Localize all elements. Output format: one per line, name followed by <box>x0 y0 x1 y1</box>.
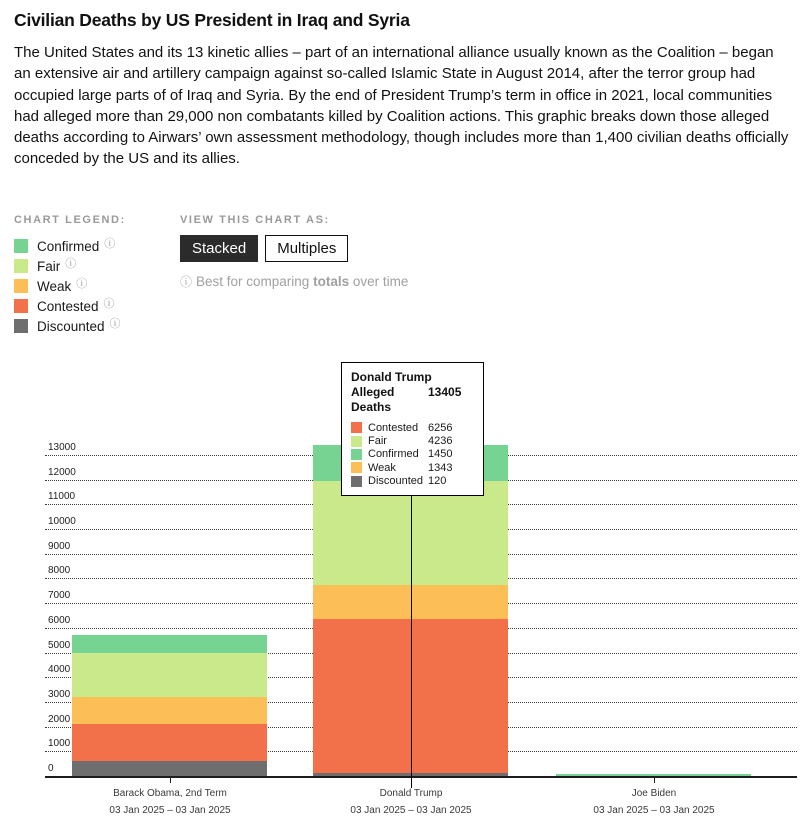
tooltip-row-value: 4236 <box>428 435 453 448</box>
info-icon[interactable]: ⓘ <box>103 298 115 310</box>
info-icon[interactable]: ⓘ <box>76 278 88 290</box>
confirmed-segment[interactable] <box>72 635 267 653</box>
y-axis-tick-label: 3000 <box>48 688 71 700</box>
tooltip-row-label: Fair <box>368 435 387 448</box>
tooltip-swatch <box>351 436 362 447</box>
y-axis-tick-label: 5000 <box>48 639 71 651</box>
note-prefix: Best for comparing <box>196 274 314 289</box>
y-axis-tick-label: 8000 <box>48 565 71 577</box>
term-dates: 03 Jan 2025 – 03 Jan 2025 <box>350 805 472 816</box>
info-icon[interactable]: ⓘ <box>104 238 116 250</box>
president-name: Barack Obama, 2nd Term <box>113 788 227 799</box>
stacked-bar-chart <box>0 340 803 833</box>
legend-swatch <box>14 319 28 333</box>
note-bold: totals <box>313 274 350 289</box>
y-axis-tick-label: 11000 <box>48 491 76 503</box>
tooltip-row-label: Contested <box>368 421 419 434</box>
tooltip-total-value: 13405 <box>428 385 462 399</box>
legend-label: Discounted <box>37 318 105 334</box>
weak-segment[interactable] <box>72 697 267 723</box>
contested-segment[interactable] <box>72 724 267 762</box>
y-axis-tick-label: 2000 <box>48 713 71 725</box>
y-axis-tick-label: 6000 <box>48 614 71 626</box>
legend-item-weak[interactable] <box>14 276 126 296</box>
note-suffix: over time <box>349 274 409 289</box>
tooltip-row-label: Discounted <box>368 475 424 488</box>
confirmed-segment[interactable] <box>556 774 751 776</box>
info-icon[interactable]: ⓘ <box>109 318 121 330</box>
tooltip-total-label: Alleged Deaths <box>351 385 395 414</box>
y-axis-tick-label: 0 <box>48 763 54 774</box>
tooltip-row-contested <box>351 421 474 434</box>
tooltip <box>341 362 484 496</box>
bar-joe-biden[interactable] <box>556 774 751 776</box>
tooltip-swatch <box>351 462 362 473</box>
term-dates: 03 Jan 2025 – 03 Jan 2025 <box>593 805 715 816</box>
tooltip-row-value: 1343 <box>428 461 453 474</box>
legend-item-confirmed[interactable] <box>14 236 126 256</box>
view-as-note <box>180 273 408 290</box>
y-axis-tick-label: 7000 <box>48 590 71 602</box>
discounted-segment[interactable] <box>72 761 267 776</box>
x-axis-tick <box>170 778 171 783</box>
x-axis-line <box>45 776 797 778</box>
president-name: Donald Trump <box>379 788 443 799</box>
bar-barack-obama-2nd-term[interactable] <box>72 635 267 776</box>
y-axis-tick-label: 1000 <box>48 738 71 750</box>
x-axis-label-donald-trump <box>350 788 471 816</box>
y-axis-tick-label: 12000 <box>48 466 76 478</box>
view-as-buttons <box>180 235 408 262</box>
legend-label: Confirmed <box>37 238 100 254</box>
x-axis-tick <box>654 778 655 783</box>
legend-swatch <box>14 299 28 313</box>
y-axis-tick-label: 13000 <box>48 442 76 453</box>
legend-item-contested[interactable] <box>14 296 126 316</box>
legend-swatch <box>14 239 28 253</box>
legend-swatch <box>14 279 28 293</box>
tooltip-row-label: Confirmed <box>368 448 419 461</box>
president-name: Joe Biden <box>631 788 677 799</box>
tooltip-row-value: 1450 <box>428 448 453 461</box>
y-axis-tick-label: 4000 <box>48 664 71 676</box>
view-as-heading: VIEW THIS CHART AS: <box>180 214 330 226</box>
tooltip-row-value: 6256 <box>428 421 453 434</box>
tooltip-row-value: 120 <box>428 475 447 488</box>
legend-label: Weak <box>37 278 72 294</box>
multiples-button[interactable]: Multiples <box>265 235 348 262</box>
tooltip-total <box>351 385 474 415</box>
tooltip-swatch <box>351 449 362 460</box>
x-axis-label-barack-obama-2nd-term <box>109 788 230 816</box>
legend-swatch <box>14 259 28 273</box>
legend-item-fair[interactable] <box>14 256 126 276</box>
tooltip-rows <box>351 421 474 488</box>
tooltip-row-discounted <box>351 475 474 488</box>
y-axis-tick-label: 10000 <box>48 516 76 528</box>
tooltip-swatch <box>351 476 362 487</box>
tooltip-row-weak <box>351 461 474 474</box>
y-axis-tick-label: 9000 <box>48 540 71 552</box>
tooltip-title: Donald Trump <box>351 370 432 384</box>
legend-heading: CHART LEGEND: <box>14 214 126 226</box>
chart-legend <box>14 214 126 336</box>
tooltip-swatch <box>351 422 362 433</box>
fair-segment[interactable] <box>72 653 267 698</box>
stacked-button[interactable]: Stacked <box>180 235 258 262</box>
info-icon[interactable]: ⓘ <box>65 258 77 270</box>
legend-item-discounted[interactable] <box>14 316 126 336</box>
legend-label: Contested <box>37 298 99 314</box>
tooltip-row-label: Weak <box>368 461 396 474</box>
intro-paragraph: The United States and its 13 kinetic allies – part of an international alliance usually known as the Coalition – began an extensive air and artillery campaign against so-called Islamic State in August 2014, after the terror group had occupied large parts of of Iraq and Syria. By the end of President Trump’s term in office in 2021, local communities had alleged more than 29,000 non combatants killed by Coalition actions. This graphic breaks down those alleged deaths according to Airwars’ own assessment methodology, though includes more than 1,400 civilian deaths officially conceded by the US and its allies. <box>14 44 789 168</box>
tooltip-row-fair <box>351 434 474 447</box>
tooltip-row-confirmed <box>351 448 474 461</box>
term-dates: 03 Jan 2025 – 03 Jan 2025 <box>109 805 231 816</box>
view-as-panel <box>180 214 408 290</box>
x-axis-label-joe-biden <box>593 788 714 816</box>
legend-label: Fair <box>37 258 61 274</box>
hover-indicator-line <box>411 470 412 788</box>
info-icon: ⓘ <box>180 275 193 289</box>
page-title: Civilian Deaths by US President in Iraq and Syria <box>14 10 410 30</box>
legend-items <box>14 236 126 336</box>
